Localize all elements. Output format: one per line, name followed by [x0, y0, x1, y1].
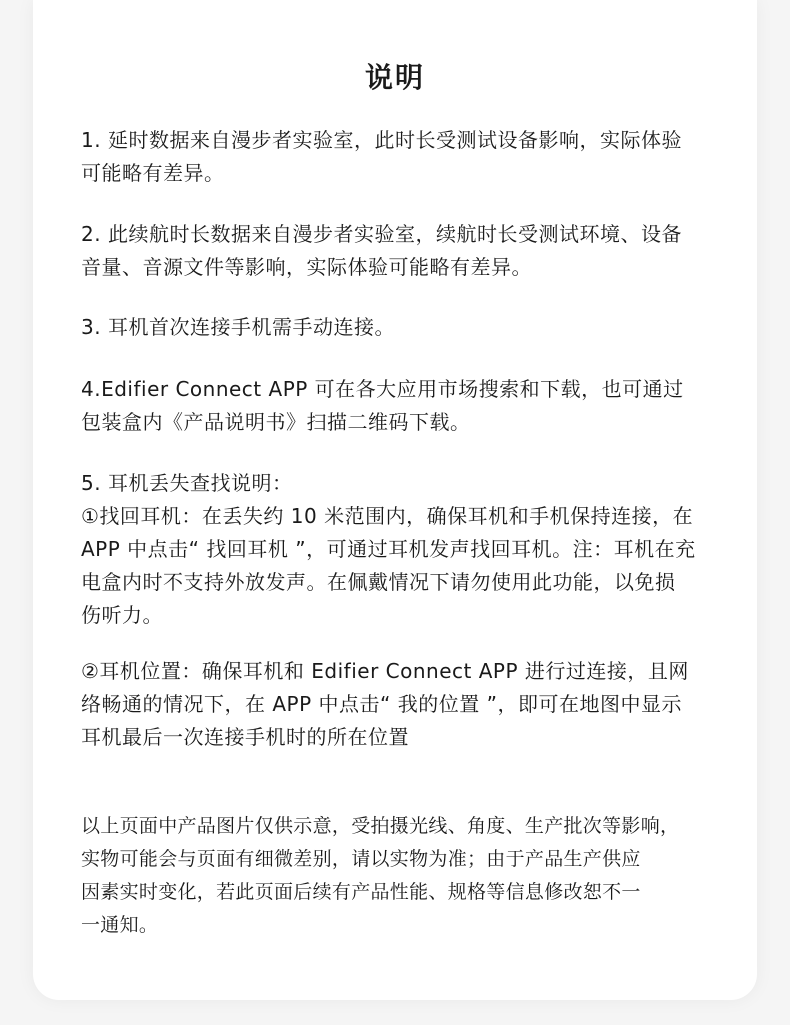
notice-paragraph-4: 4.Edifier Connect APP 可在各大应用市场搜索和下载，也可通过 包装盒内《产品说明书》扫描二维码下载。 — [81, 377, 684, 434]
notice-paragraph-3: 3. 耳机首次连接手机需手动连接。 — [81, 315, 395, 339]
notice-card — [33, 0, 757, 1000]
disclaimer-paragraph: 以上页面中产品图片仅供示意，受拍摄光线、角度、生产批次等影响， 实物可能会与页面有细微差别，请以实物为准；由于产品生产供应 因素实时变化，若此页面后续有产品性能、规格等信息修改恕不一 一通知。 — [81, 815, 680, 936]
notice-paragraph-5: 5. 耳机丢失查找说明： ①找回耳机：在丢失约 10 米范围内，确保耳机和手机保持连接，在 APP 中点击“ 找回耳机 ”，可通过耳机发声找回耳机。注：耳机在充 电盒内时不支持外放发声。在佩戴情况下请勿使用此功能，以免损 伤听力。 — [81, 471, 696, 627]
notice-paragraph-6: ②耳机位置：确保耳机和 Edifier Connect APP 进行过连接，且网 络畅通的情况下，在 APP 中点击“ 我的位置 ”，即可在地图中显示 耳机最后一次连接手机时的所在位置 — [81, 659, 689, 749]
notice-paragraph-2: 2. 此续航时长数据来自漫步者实验室，续航时长受测试环境、设备 音量、音源文件等影响，实际体验可能略有差异。 — [81, 222, 682, 279]
notice-paragraph-1: 1. 延时数据来自漫步者实验室，此时长受测试设备影响，实际体验 可能略有差异。 — [81, 128, 682, 185]
page-title: 说明 — [364, 61, 425, 94]
